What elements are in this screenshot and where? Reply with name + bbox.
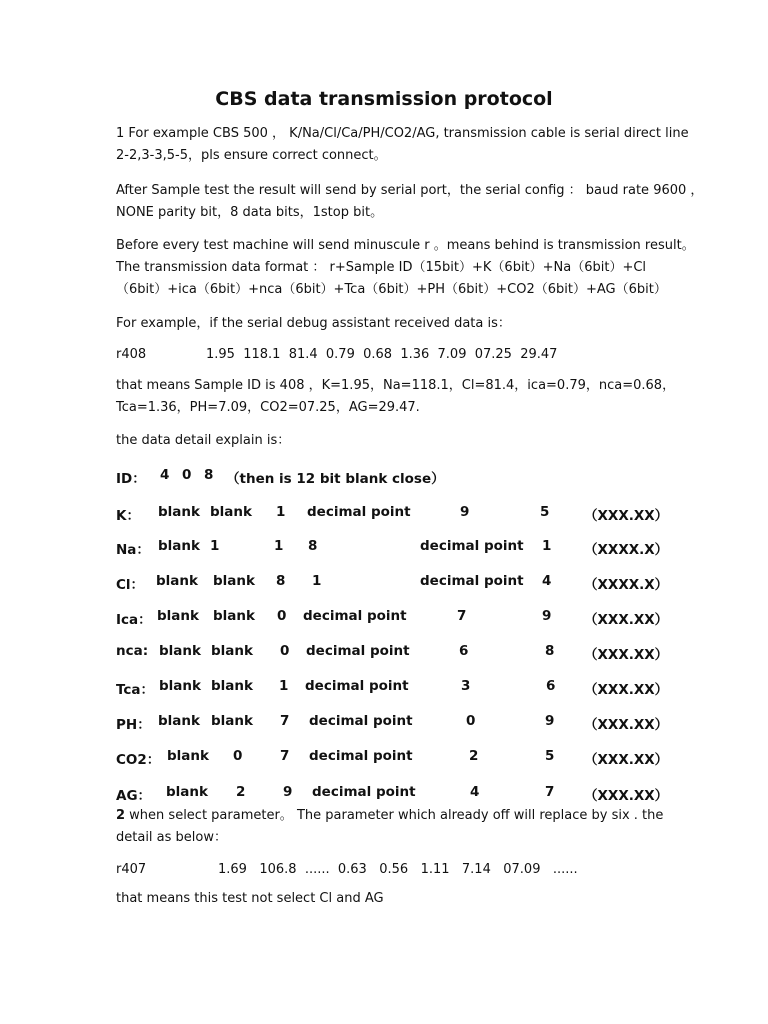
para-5-line-1: that means Sample ID is 408 ，K=1.95，Na=118.1，Cl=81.4，ica=0.79，nca=0.68，	[116, 378, 676, 393]
row-format: （XXX.XX）	[584, 508, 669, 524]
row-label: Na：	[116, 542, 150, 558]
para-6: the data detail explain is：	[116, 433, 291, 448]
row-cell: 2	[469, 748, 479, 764]
row-cell: 0	[277, 608, 287, 624]
row-label: CO2：	[116, 752, 161, 768]
table-row-co2	[0, 748, 768, 766]
row-cell: blank	[158, 713, 200, 729]
id-label: ID：	[116, 471, 146, 487]
row-cell: blank	[211, 678, 253, 694]
row-cell: decimal point	[420, 573, 524, 589]
row-format: （XXX.XX）	[584, 682, 669, 698]
row-cell: blank	[157, 608, 199, 624]
para-5-line-2: Tca=1.36，PH=7.09，CO2=07.25，AG=29.47.	[116, 400, 420, 415]
row-cell: 1	[210, 538, 220, 554]
row-label: K：	[116, 508, 140, 524]
para-4: For example，if the serial debug assistant received data is：	[116, 316, 511, 331]
id-digit-1: 4	[160, 467, 170, 483]
row-cell: 9	[283, 784, 293, 800]
row-cell: blank	[210, 504, 252, 520]
row-cell: blank	[213, 608, 255, 624]
row-label: AG：	[116, 788, 152, 804]
row-label: Tca：	[116, 682, 155, 698]
row-label: PH：	[116, 717, 151, 733]
row-cell: blank	[167, 748, 209, 764]
row-format: （XXXX.X）	[584, 542, 669, 558]
row-cell: 4	[542, 573, 552, 589]
row-cell: 6	[459, 643, 469, 659]
row-cell: decimal point	[420, 538, 524, 554]
row-format: （XXX.XX）	[584, 717, 669, 733]
row-cell: blank	[158, 538, 200, 554]
row-cell: blank	[159, 643, 201, 659]
row-format: （XXX.XX）	[584, 612, 669, 628]
row-cell: 8	[276, 573, 286, 589]
row-cell: 9	[545, 713, 555, 729]
para-3-line-1: Before every test machine will send minuscule r 。means behind is transmission result。	[116, 238, 695, 253]
row-cell: 5	[545, 748, 555, 764]
row-cell: decimal point	[309, 748, 413, 764]
para-3-line-3: （6bit）+ica（6bit）+nca（6bit）+Tca（6bit）+PH（6bit）+CO2（6bit）+AG（6bit）	[116, 282, 667, 297]
id-note: （then is 12 bit blank close）	[226, 471, 445, 487]
row-cell: 7	[280, 748, 290, 764]
example-1-id: r408	[116, 347, 147, 362]
row-cell: 3	[461, 678, 471, 694]
id-digit-2: 0	[182, 467, 192, 483]
row-cell: blank	[213, 573, 255, 589]
row-cell: 1	[312, 573, 322, 589]
table-row-ag	[0, 784, 768, 802]
id-row	[0, 467, 768, 485]
row-format: （XXXX.X）	[584, 577, 669, 593]
table-row-cl	[0, 573, 768, 591]
row-cell: 0	[466, 713, 476, 729]
row-cell: 9	[460, 504, 470, 520]
example-2-values: 1.69 106.8 ...... 0.63 0.56 1.11 7.14 07.09 ......	[218, 862, 578, 877]
example-2-id: r407	[116, 862, 147, 877]
para-1-line-1: 1 For example CBS 500 ， K/Na/Cl/Ca/PH/CO2/AG, transmission cable is serial direct line	[116, 126, 689, 141]
row-label: Ica：	[116, 612, 152, 628]
row-cell: decimal point	[309, 713, 413, 729]
row-label: Cl：	[116, 577, 145, 593]
row-label: nca:	[116, 643, 149, 659]
para-3-line-2: The transmission data format ： r+Sample ID（15bit）+K（6bit）+Na（6bit）+Cl	[116, 260, 647, 275]
para-8: that means this test not select Cl and AG	[116, 891, 384, 906]
row-cell: blank	[166, 784, 208, 800]
table-row-ph	[0, 713, 768, 731]
row-cell: 8	[308, 538, 318, 554]
row-cell: 0	[280, 643, 290, 659]
row-format: （XXX.XX）	[584, 788, 669, 804]
row-cell: 6	[546, 678, 556, 694]
row-cell: decimal point	[303, 608, 407, 624]
table-row-nca	[0, 643, 768, 661]
row-cell: 2	[236, 784, 246, 800]
row-cell: blank	[158, 504, 200, 520]
row-cell: blank	[211, 643, 253, 659]
row-cell: decimal point	[306, 643, 410, 659]
row-cell: 8	[545, 643, 555, 659]
para-7-line-2: detail as below：	[116, 830, 227, 845]
table-row-tca	[0, 678, 768, 696]
row-cell: decimal point	[312, 784, 416, 800]
row-cell: decimal point	[307, 504, 411, 520]
row-cell: blank	[156, 573, 198, 589]
row-cell: 4	[470, 784, 480, 800]
para-7-text: when select parameter。 The parameter which already off will replace by six . the	[125, 808, 664, 823]
row-cell: 1	[274, 538, 284, 554]
id-digit-3: 8	[204, 467, 214, 483]
para-7-number: 2	[116, 808, 126, 823]
row-cell: blank	[159, 678, 201, 694]
row-cell: 1	[279, 678, 289, 694]
para-7-line-1	[116, 808, 663, 824]
row-cell: 7	[280, 713, 290, 729]
para-1-line-2: 2-2,3-3,5-5，pls ensure correct connect。	[116, 148, 387, 163]
page-title: CBS data transmission protocol	[215, 88, 553, 110]
table-row-na	[0, 538, 768, 556]
table-row-k	[0, 504, 768, 522]
row-cell: 9	[542, 608, 552, 624]
para-2-line-2: NONE parity bit，8 data bits，1stop bit。	[116, 205, 384, 220]
row-format: （XXX.XX）	[584, 647, 669, 663]
example-1-values: 1.95 118.1 81.4 0.79 0.68 1.36 7.09 07.25 29.47	[206, 347, 558, 362]
row-cell: 7	[545, 784, 555, 800]
row-format: （XXX.XX）	[584, 752, 669, 768]
row-cell: blank	[211, 713, 253, 729]
para-2-line-1: After Sample test the result will send by serial port，the serial config ： baud rate 9600 ，	[116, 183, 704, 198]
row-cell: 1	[276, 504, 286, 520]
row-cell: 0	[233, 748, 243, 764]
row-cell: decimal point	[305, 678, 409, 694]
row-cell: 5	[540, 504, 550, 520]
row-cell: 7	[457, 608, 467, 624]
table-row-ica	[0, 608, 768, 626]
row-cell: 1	[542, 538, 552, 554]
